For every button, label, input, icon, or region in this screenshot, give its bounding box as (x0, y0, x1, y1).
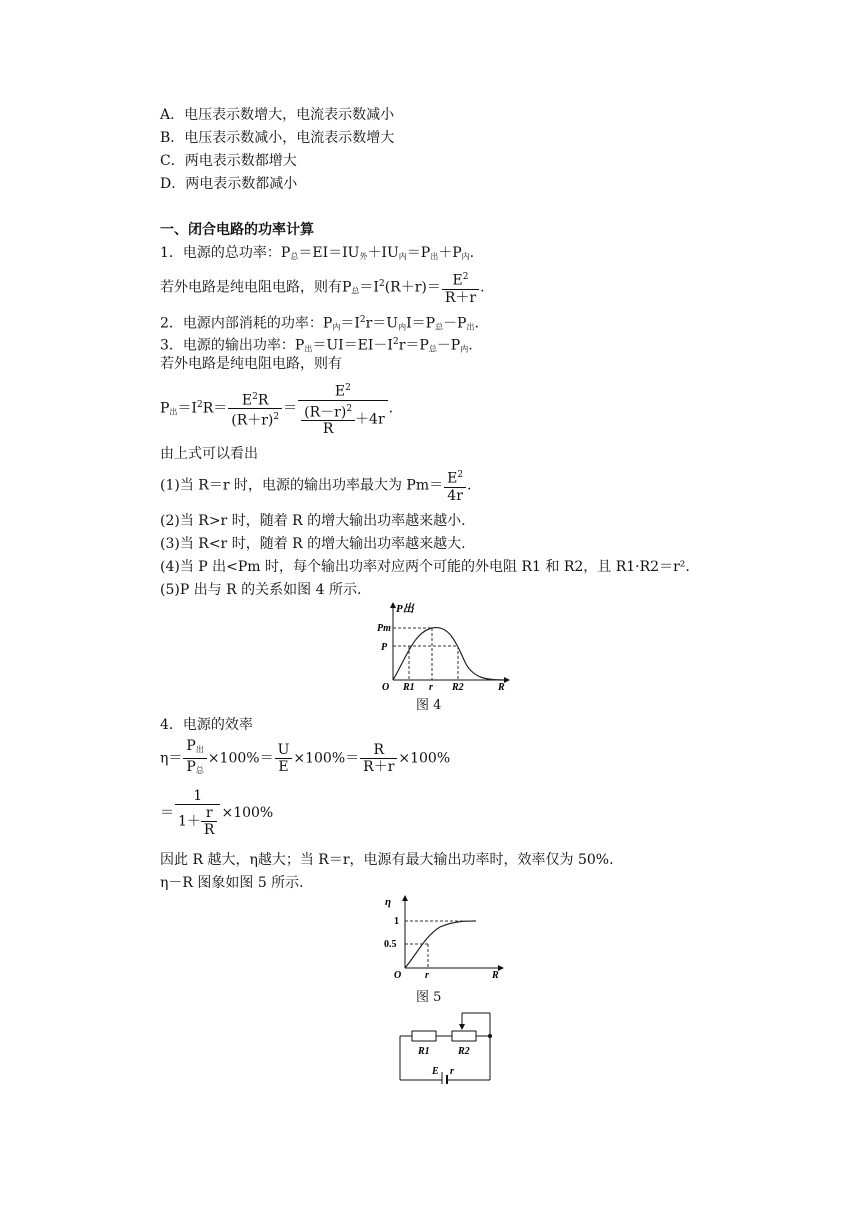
label-r1: R1 (418, 1046, 430, 1057)
origin-label: O (394, 970, 402, 979)
label-r: r (450, 1066, 454, 1077)
output-pure-intro: 若外电路是纯电阻电路，则有 (160, 356, 342, 372)
output-power-line: 3．电源的输出功率：$P_出=UI=EI-I^2r=P_总-P_内$. (160, 337, 473, 354)
tick-x-r1: R1 (403, 682, 415, 690)
option-d: D．两电表示数都减小 (160, 176, 298, 192)
total-power-line: 1．电源的总功率：$P_总=EI=IU_外+IU_内=P_出+P_内$. (160, 245, 475, 261)
total-power-pure-line: 若外电路是纯电阻电路，则有$P_总=I^2(R+r)=$ $\frac{E^2}{R+r}$ . (160, 266, 485, 310)
y-axis-label: P出 (396, 603, 414, 615)
efficiency-conclusion: 因此 R 越大，η越大；当 R＝r，电源有最大输出功率时，效率仅为 50%. (160, 852, 614, 868)
efficiency-formula-2: ＝ 1 1＋ $\frac{r}{R}$ ×100% (160, 788, 274, 838)
option-a: A．电压表示数增大，电流表示数减小 (160, 107, 395, 123)
figure-4-caption: 图 4 (416, 698, 442, 713)
label-e: E (432, 1066, 439, 1077)
observe-line: 由上式可以看出 (160, 446, 258, 462)
tick-x-r: r (429, 682, 433, 690)
eta-r-intro: η－R 图象如图 5 所示. (160, 875, 304, 891)
tick-x-r: r (425, 970, 429, 979)
option-c: C．两电表示数都增大 (160, 153, 297, 169)
output-power-formula: $P_出=I^2R=$ $\frac{E^2R}{(R+r)^2}$ ＝ $E^2$ $\frac{(R-r)^2}{R}$ ＋4r . (160, 378, 393, 440)
y-axis-label: η (385, 896, 392, 908)
tick-y-1: 1 (394, 916, 399, 927)
tick-y-half: 0.5 (384, 939, 397, 950)
section-heading: 一、闭合电路的功率计算 (160, 222, 314, 238)
circuit-diagram (392, 1008, 498, 1084)
tick-y-pm: Pm (377, 623, 391, 634)
x-axis-label: R (492, 970, 499, 979)
internal-power-line: 2．电源内部消耗的功率：$P_内=I^2r=U_内I=P_总-P_出$. (160, 315, 479, 332)
x-axis-label: R (498, 682, 505, 690)
case-3-line: (3)当 R<r 时，随着 R 的增大输出功率越来越大. (160, 536, 466, 552)
max-output-line: (1)当 R＝r 时，电源的输出功率最大为 Pm＝ $\frac{E^2}{4r}$ . (160, 467, 472, 504)
tick-x-r2: R2 (452, 682, 464, 690)
figure-5-graph (376, 893, 506, 979)
efficiency-formula-1: η＝ $\frac{P_出}{P_总}$ ×100%＝ $\frac{U}{E}$ ×100%＝ $\frac{R}{R+r}$ ×100% (160, 738, 451, 775)
figure-4-graph (376, 600, 512, 690)
efficiency-title: 4．电源的效率 (160, 717, 253, 733)
figure-5-caption: 图 5 (416, 990, 442, 1005)
origin-label: O (382, 682, 390, 690)
option-b: B．电压表示数减小，电流表示数增大 (160, 130, 395, 146)
tick-y-p: P (381, 642, 388, 653)
case-4-line: (4)当 P 出<Pm 时，每个输出功率对应两个可能的外电阻 R1 和 R2，且 R1·R2＝r². (160, 559, 690, 575)
label-r2: R2 (458, 1046, 470, 1057)
case-5-line: (5)P 出与 R 的关系如图 4 所示. (160, 582, 362, 598)
fraction: $\frac{E^2}{R+r}$ (442, 269, 479, 306)
case-2-line: (2)当 R>r 时，随着 R 的增大输出功率越来越小. (160, 513, 466, 529)
